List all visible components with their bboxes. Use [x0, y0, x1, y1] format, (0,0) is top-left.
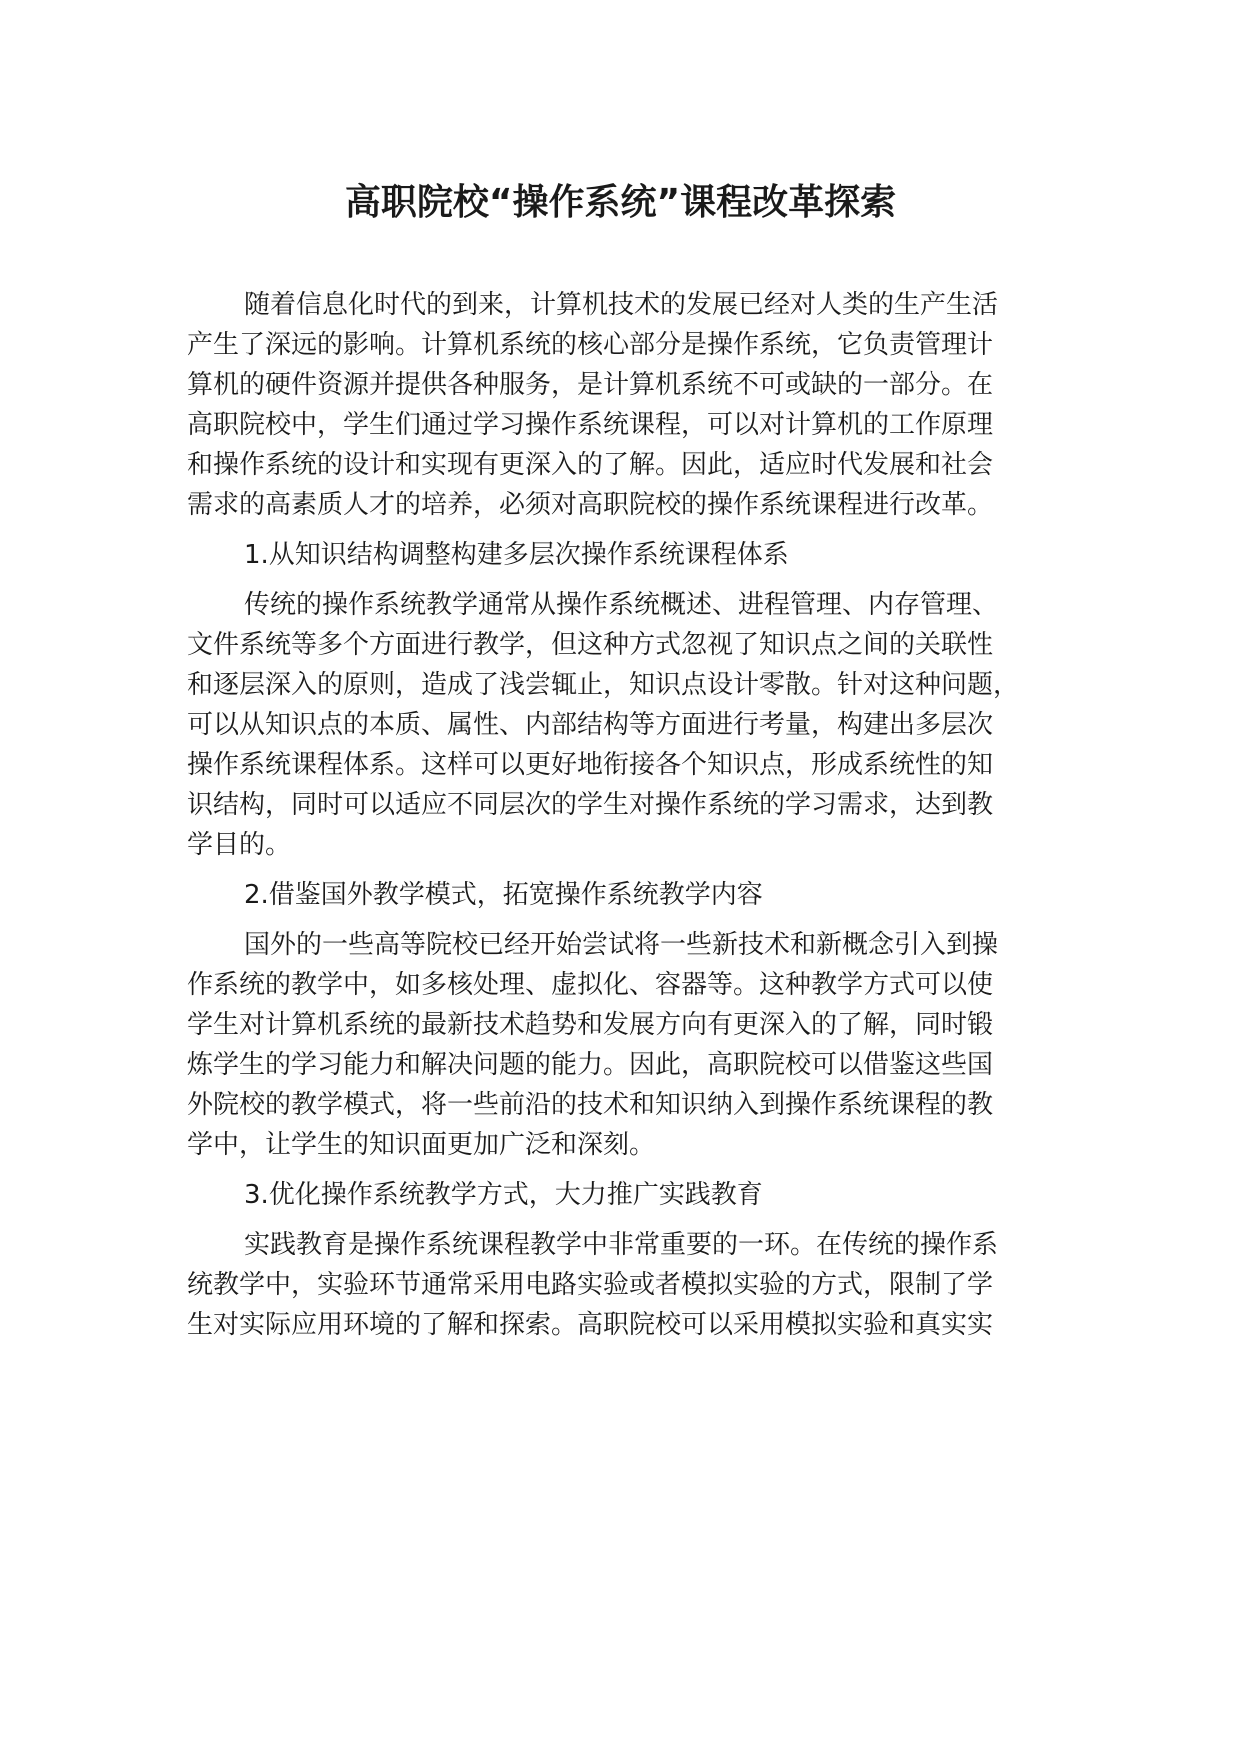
text-line: 可以从知识点的本质、属性、内部结构等方面进行考量，构建出多层次: [187, 710, 994, 740]
section-heading: 3.优化操作系统教学方式，大力推广实践教育: [244, 1180, 763, 1210]
text-line: 文件系统等多个方面进行教学，但这种方式忽视了知识点之间的关联性: [187, 630, 994, 660]
text-line: 操作系统课程体系。这样可以更好地衔接各个知识点，形成系统性的知: [187, 750, 994, 780]
text-line: 识结构，同时可以适应不同层次的学生对操作系统的学习需求，达到教: [187, 790, 994, 820]
text-line: 学生对计算机系统的最新技术趋势和发展方向有更深入的了解，同时锻: [187, 1010, 994, 1040]
section-paragraph: [187, 925, 1067, 1165]
text-line: 生对实际应用环境的了解和探索。高职院校可以采用模拟实验和真实实: [187, 1310, 994, 1340]
text-line: 学中，让学生的知识面更加广泛和深刻。: [187, 1130, 656, 1160]
text-line: 统教学中，实验环节通常采用电路实验或者模拟实验的方式，限制了学: [187, 1270, 994, 1300]
text-line: 需求的高素质人才的培养，必须对高职院校的操作系统课程进行改革。: [187, 490, 994, 520]
text-line: 和操作系统的设计和实现有更深入的了解。因此，适应时代发展和社会: [187, 450, 994, 480]
text-line: 作系统的教学中，如多核处理、虚拟化、容器等。这种教学方式可以使: [187, 970, 994, 1000]
text-line: 和逐层深入的原则，造成了浅尝辄止，知识点设计零散。针对这种问题，: [187, 670, 1020, 700]
text-line: 炼学生的学习能力和解决问题的能力。因此，高职院校可以借鉴这些国: [187, 1050, 994, 1080]
text-line: 算机的硬件资源并提供各种服务，是计算机系统不可或缺的一部分。在: [187, 370, 994, 400]
section-heading: 1.从知识结构调整构建多层次操作系统课程体系: [244, 540, 789, 570]
document-title: 高职院校“操作系统”课程改革探索: [344, 182, 897, 223]
text-line: 随着信息化时代的到来，计算机技术的发展已经对人类的生产生活: [244, 290, 999, 320]
section-paragraph: [187, 585, 1067, 865]
section-heading: 2.借鉴国外教学模式，拓宽操作系统教学内容: [244, 880, 763, 910]
text-line: 学目的。: [187, 830, 292, 860]
text-line: 实践教育是操作系统课程教学中非常重要的一环。在传统的操作系: [244, 1230, 999, 1260]
document-body: [187, 285, 1067, 1355]
intro-paragraph: [187, 285, 1067, 525]
section-paragraph: [187, 1225, 1067, 1345]
text-line: 产生了深远的影响。计算机系统的核心部分是操作系统，它负责管理计: [187, 330, 994, 360]
text-line: 外院校的教学模式，将一些前沿的技术和知识纳入到操作系统课程的教: [187, 1090, 994, 1120]
text-line: 国外的一些高等院校已经开始尝试将一些新技术和新概念引入到操: [244, 930, 999, 960]
text-line: 传统的操作系统教学通常从操作系统概述、进程管理、内存管理、: [244, 590, 999, 620]
text-line: 高职院校中，学生们通过学习操作系统课程，可以对计算机的工作原理: [187, 410, 994, 440]
